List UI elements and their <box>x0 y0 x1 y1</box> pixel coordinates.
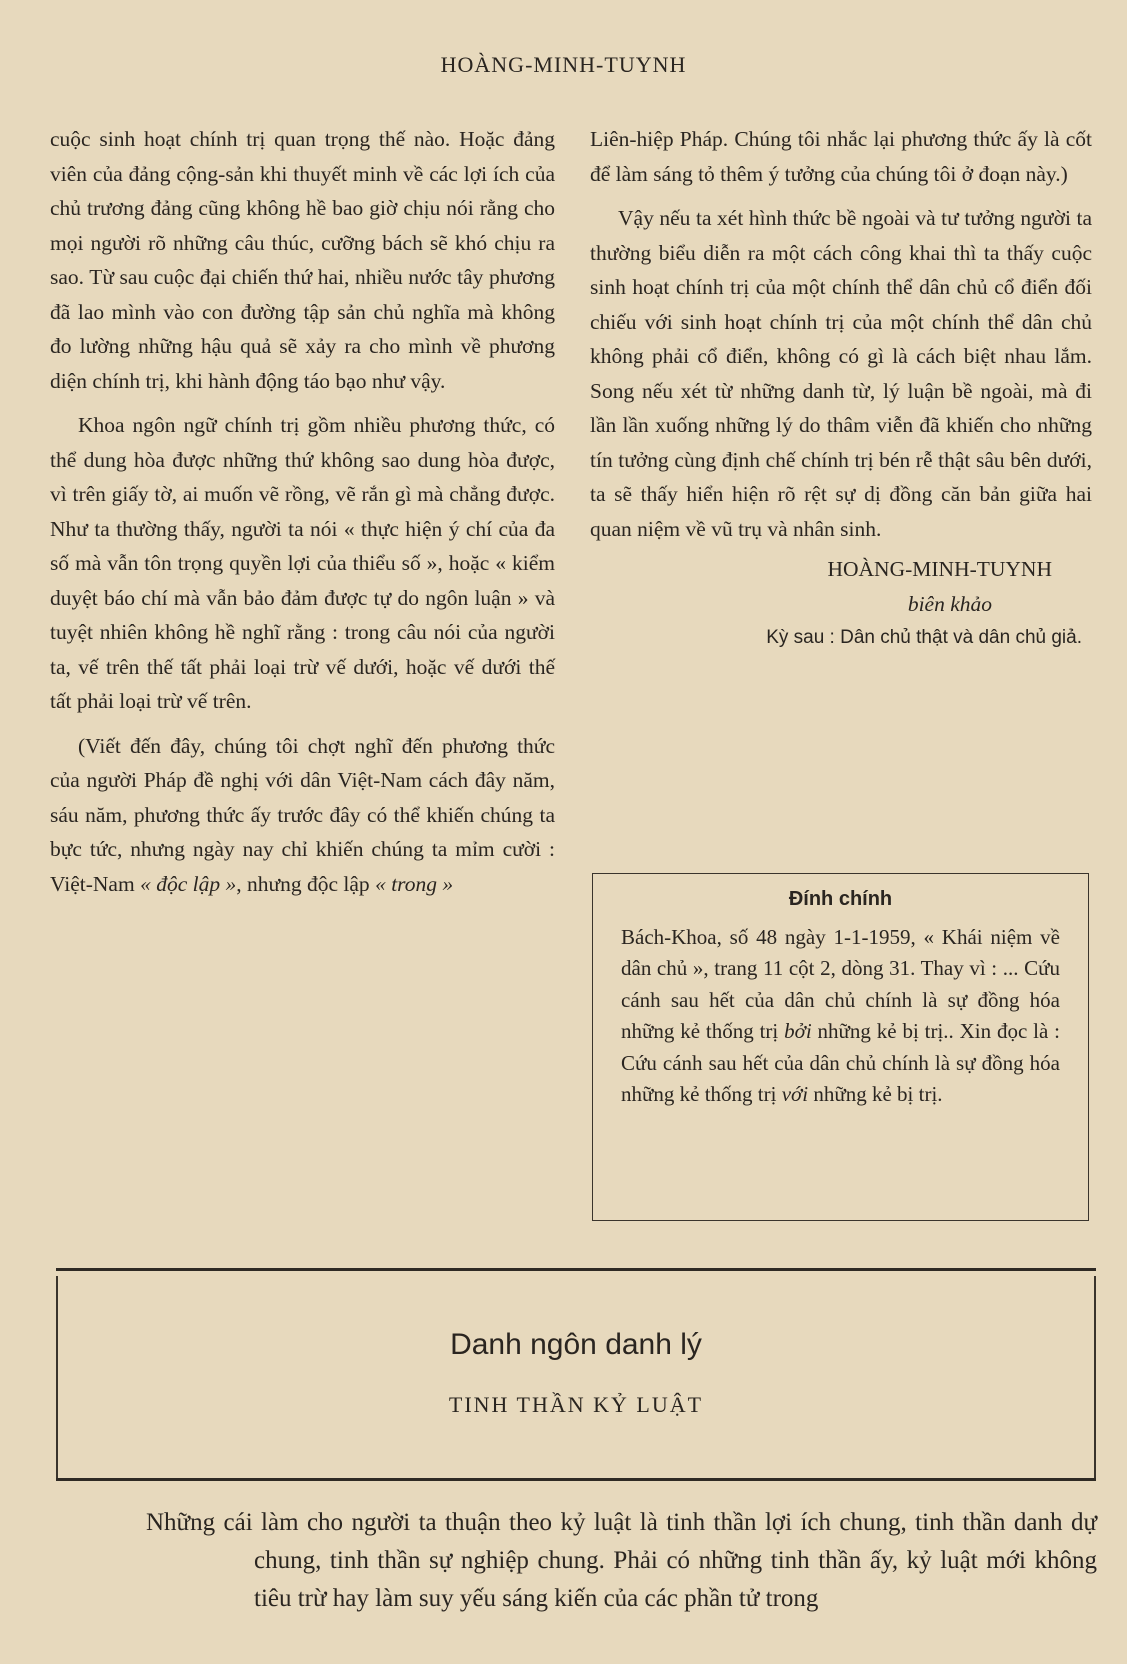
author-role: biên khảo <box>907 591 992 616</box>
right-column <box>590 122 1092 656</box>
errata-text <box>621 922 1060 1111</box>
paragraph: Khoa ngôn ngữ chính trị gồm nhiều phương thức, có thể dung hòa được những thứ không sao dung hòa được, vì trên giấy tờ, ai muốn vẽ rồng, vẽ rắn gì mà chẳng được. Như ta thường thấy, người ta nói « thực hiện ý chí của đa số mà vẫn tôn trọng quyền lợi của thiểu số », hoặc « kiểm duyệt báo chí mà vẫn bảo đảm được tự do ngôn luận » và tuyệt nhiên không hề nghĩ rằng : trong câu nói của người ta, vế trên thế tất phải loại trừ vế dưới, hoặc vế dưới thế tất phải loại trừ vế trên. <box>50 413 555 713</box>
emphasis-text: « độc lập » <box>140 871 237 896</box>
errata-title: Đính chính <box>788 888 893 910</box>
divider-bottom <box>56 1478 1096 1481</box>
closing-quote-text: Những cái làm cho người ta thuận theo kỷ luật là tinh thần lợi ích chung, tinh thần danh dự chung, tinh thần sự nghiệp chung. Phải có những tinh thần ấy, kỷ luật mới không tiêu trừ hay làm suy yếu sáng kiến của các phần tử trong <box>146 1509 1097 1612</box>
divider-top <box>56 1268 1096 1271</box>
errata-text-part: Bách-Khoa, số 48 ngày 1-1-1959, « Khái niệm về dân chủ », trang 11 cột 2, dòng 31. Thay vì : ... Cứu cánh sau hết của dân chủ chính là sự đồng hóa những kẻ thống trị <box>621 924 1060 1043</box>
left-column <box>50 122 555 901</box>
emphasis-text: « trong » <box>375 871 454 896</box>
author-byline: HOÀNG-MINH-TUYNH <box>827 557 1052 581</box>
quote-box <box>56 1276 1096 1480</box>
paragraph: Liên-hiệp Pháp. Chúng tôi nhắc lại phương thức ấy là cốt để làm sáng tỏ thêm ý tưởng của chúng tôi ở đoạn này.) <box>590 127 1092 186</box>
paragraph-text: , nhưng độc lập <box>236 871 370 896</box>
quote-box-subtitle: TINH THẦN KỶ LUẬT <box>448 1392 704 1417</box>
paragraph <box>50 729 555 902</box>
quote-box-title: Danh ngôn danh lý <box>450 1328 702 1361</box>
emphasis-text: với <box>781 1082 809 1106</box>
emphasis-text: bởi <box>784 1019 812 1043</box>
errata-box <box>592 873 1089 1221</box>
paragraph: cuộc sinh hoạt chính trị quan trọng thế nào. Hoặc đảng viên của đảng cộng-sản khi thuyết minh về các lợi ích của chủ trương đảng cũng không hề bao giờ chịu nói rằng cho mọi người rõ những câu thúc, cưỡng bách sẽ khó chịu ra sao. Từ sau cuộc đại chiến thứ hai, nhiều nước tây phương đã lao mình vào con đường tập sản chủ nghĩa mà không đo lường những hậu quả sẽ xảy ra cho mình về phương diện chính trị, khi hành động táo bạo như vậy. <box>50 127 555 393</box>
paragraph-text: (Viết đến đây, chúng tôi chợt nghĩ đến phương thức của người Pháp đề nghị với dân Việt-Nam cách đây năm, sáu năm, phương thức ấy trước đây có thể khiến chúng ta bực tức, nhưng ngày nay chỉ khiến chúng ta mỉm cười : Việt-Nam <box>50 733 555 896</box>
running-title: HOÀNG-MINH-TUYNH <box>440 52 687 77</box>
errata-text-part: những kẻ bị trị.. Xin đọc là : Cứu cánh sau hết của dân chủ chính là sự đồng hóa những kẻ thống trị <box>621 1019 1061 1106</box>
next-issue-note: Kỳ sau : Dân chủ thật và dân chủ giả. <box>766 627 1082 648</box>
closing-quote <box>146 1504 1097 1618</box>
errata-text-part: những kẻ bị trị. <box>813 1082 943 1106</box>
paragraph: Vậy nếu ta xét hình thức bề ngoài và tư tưởng người ta thường biểu diễn ra một cách công khai thì ta thấy cuộc sinh hoạt chính trị của một chính thể dân chủ cổ điển đối chiếu với sinh hoạt chính trị của một chính thể dân chủ không phải cổ điển, không có gì là cách biệt nhau lắm. Song nếu xét từ những danh từ, lý luận bề ngoài, mà đi lần lần xuống những lý do thâm viễn đã khiến cho những tín tưởng cùng định chế chính trị bén rễ thật sâu bên dưới, ta sẽ thấy hiển hiện rõ rệt sự dị đồng căn bản giữa hai quan niệm về vũ trụ và nhân sinh. <box>590 206 1092 541</box>
